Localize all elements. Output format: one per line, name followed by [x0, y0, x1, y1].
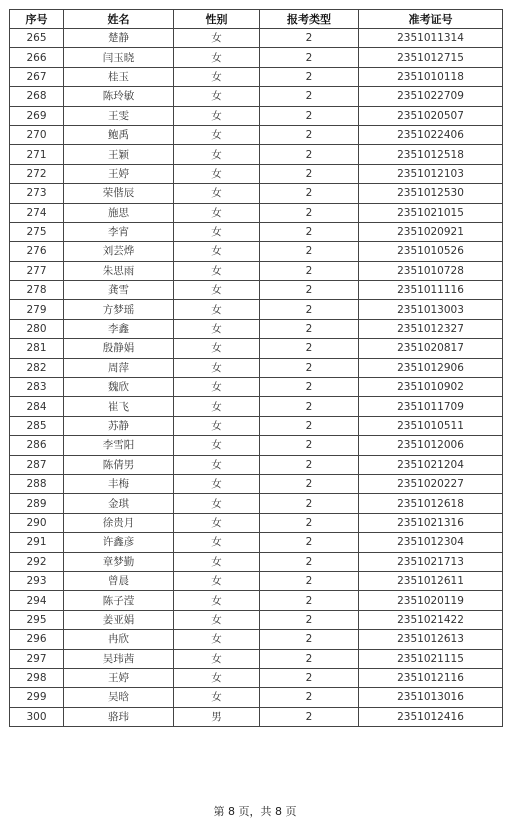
- table-row: [10, 707, 503, 726]
- cell-gender: 女: [174, 688, 260, 707]
- table-row: [10, 125, 503, 144]
- table-row: [10, 610, 503, 629]
- table-body: [10, 29, 503, 727]
- cell-exam-type: 2: [260, 67, 359, 86]
- table-row: [10, 668, 503, 687]
- table-row: [10, 533, 503, 552]
- cell-gender: 女: [174, 242, 260, 261]
- cell-serial-number: 294: [10, 591, 64, 610]
- cell-gender: 女: [174, 630, 260, 649]
- cell-name: 丰梅: [64, 474, 174, 493]
- cell-admission-ticket: 2351022709: [359, 87, 503, 106]
- cell-serial-number: 270: [10, 125, 64, 144]
- cell-gender: 女: [174, 106, 260, 125]
- cell-admission-ticket: 2351011314: [359, 29, 503, 48]
- cell-exam-type: 2: [260, 668, 359, 687]
- cell-serial-number: 281: [10, 339, 64, 358]
- cell-admission-ticket: 2351010526: [359, 242, 503, 261]
- cell-gender: 女: [174, 300, 260, 319]
- cell-serial-number: 287: [10, 455, 64, 474]
- cell-gender: 女: [174, 378, 260, 397]
- cell-exam-type: 2: [260, 203, 359, 222]
- header-exam-type: 报考类型: [260, 10, 359, 29]
- cell-serial-number: 275: [10, 222, 64, 241]
- cell-admission-ticket: 2351020119: [359, 591, 503, 610]
- table-row: [10, 649, 503, 668]
- cell-name: 陈玲敏: [64, 87, 174, 106]
- cell-admission-ticket: 2351021316: [359, 513, 503, 532]
- cell-name: 骆玮: [64, 707, 174, 726]
- table-row: [10, 358, 503, 377]
- table-header-row: [10, 10, 503, 29]
- cell-serial-number: 267: [10, 67, 64, 86]
- cell-exam-type: 2: [260, 416, 359, 435]
- cell-name: 金琪: [64, 494, 174, 513]
- cell-gender: 女: [174, 203, 260, 222]
- cell-serial-number: 269: [10, 106, 64, 125]
- cell-admission-ticket: 2351020817: [359, 339, 503, 358]
- cell-admission-ticket: 2351013016: [359, 688, 503, 707]
- cell-gender: 女: [174, 494, 260, 513]
- cell-admission-ticket: 2351012618: [359, 494, 503, 513]
- header-name: 姓名: [64, 10, 174, 29]
- cell-exam-type: 2: [260, 145, 359, 164]
- table-row: [10, 378, 503, 397]
- cell-admission-ticket: 2351021713: [359, 552, 503, 571]
- cell-admission-ticket: 2351012327: [359, 319, 503, 338]
- table-row: [10, 455, 503, 474]
- table-row: [10, 688, 503, 707]
- cell-name: 刘芸烨: [64, 242, 174, 261]
- cell-name: 桂玉: [64, 67, 174, 86]
- table-row: [10, 630, 503, 649]
- cell-gender: 女: [174, 29, 260, 48]
- cell-name: 李宵: [64, 222, 174, 241]
- cell-serial-number: 273: [10, 184, 64, 203]
- cell-gender: 女: [174, 164, 260, 183]
- table-row: [10, 474, 503, 493]
- cell-gender: 女: [174, 319, 260, 338]
- cell-name: 姜亚娟: [64, 610, 174, 629]
- cell-exam-type: 2: [260, 164, 359, 183]
- cell-serial-number: 286: [10, 436, 64, 455]
- cell-gender: 女: [174, 222, 260, 241]
- cell-admission-ticket: 2351012613: [359, 630, 503, 649]
- cell-serial-number: 271: [10, 145, 64, 164]
- cell-name: 殷静娟: [64, 339, 174, 358]
- cell-name: 苏静: [64, 416, 174, 435]
- cell-admission-ticket: 2351012715: [359, 48, 503, 67]
- cell-serial-number: 291: [10, 533, 64, 552]
- cell-gender: 男: [174, 707, 260, 726]
- cell-name: 龚雪: [64, 281, 174, 300]
- cell-exam-type: 2: [260, 455, 359, 474]
- cell-exam-type: 2: [260, 184, 359, 203]
- cell-exam-type: 2: [260, 533, 359, 552]
- cell-gender: 女: [174, 610, 260, 629]
- table-row: [10, 29, 503, 48]
- cell-exam-type: 2: [260, 378, 359, 397]
- cell-serial-number: 265: [10, 29, 64, 48]
- cell-name: 魏欣: [64, 378, 174, 397]
- cell-name: 曾晨: [64, 571, 174, 590]
- cell-admission-ticket: 2351020921: [359, 222, 503, 241]
- table-row: [10, 552, 503, 571]
- cell-serial-number: 282: [10, 358, 64, 377]
- cell-admission-ticket: 2351021015: [359, 203, 503, 222]
- cell-serial-number: 276: [10, 242, 64, 261]
- cell-admission-ticket: 2351021422: [359, 610, 503, 629]
- cell-gender: 女: [174, 513, 260, 532]
- cell-name: 李雪阳: [64, 436, 174, 455]
- table-row: [10, 184, 503, 203]
- cell-serial-number: 280: [10, 319, 64, 338]
- cell-exam-type: 2: [260, 591, 359, 610]
- cell-serial-number: 277: [10, 261, 64, 280]
- table-row: [10, 591, 503, 610]
- cell-exam-type: 2: [260, 474, 359, 493]
- cell-exam-type: 2: [260, 494, 359, 513]
- cell-name: 陈倩男: [64, 455, 174, 474]
- cell-exam-type: 2: [260, 125, 359, 144]
- cell-serial-number: 283: [10, 378, 64, 397]
- cell-name: 陈子滢: [64, 591, 174, 610]
- header-admission-ticket: 准考证号: [359, 10, 503, 29]
- table-row: [10, 319, 503, 338]
- cell-exam-type: 2: [260, 688, 359, 707]
- cell-exam-type: 2: [260, 261, 359, 280]
- cell-serial-number: 297: [10, 649, 64, 668]
- cell-gender: 女: [174, 416, 260, 435]
- cell-serial-number: 298: [10, 668, 64, 687]
- cell-serial-number: 296: [10, 630, 64, 649]
- cell-serial-number: 290: [10, 513, 64, 532]
- cell-name: 许鑫彦: [64, 533, 174, 552]
- cell-name: 王婷: [64, 164, 174, 183]
- table-row: [10, 242, 503, 261]
- cell-gender: 女: [174, 281, 260, 300]
- cell-exam-type: 2: [260, 630, 359, 649]
- cell-gender: 女: [174, 87, 260, 106]
- cell-gender: 女: [174, 591, 260, 610]
- cell-exam-type: 2: [260, 222, 359, 241]
- cell-exam-type: 2: [260, 436, 359, 455]
- cell-serial-number: 274: [10, 203, 64, 222]
- table-row: [10, 416, 503, 435]
- cell-gender: 女: [174, 67, 260, 86]
- cell-name: 王颖: [64, 145, 174, 164]
- cell-gender: 女: [174, 358, 260, 377]
- cell-admission-ticket: 2351010728: [359, 261, 503, 280]
- cell-name: 荣偕辰: [64, 184, 174, 203]
- cell-exam-type: 2: [260, 339, 359, 358]
- table-row: [10, 339, 503, 358]
- cell-exam-type: 2: [260, 87, 359, 106]
- cell-serial-number: 268: [10, 87, 64, 106]
- table-row: [10, 494, 503, 513]
- cell-admission-ticket: 2351020507: [359, 106, 503, 125]
- cell-serial-number: 292: [10, 552, 64, 571]
- cell-gender: 女: [174, 339, 260, 358]
- cell-exam-type: 2: [260, 358, 359, 377]
- cell-name: 王婷: [64, 668, 174, 687]
- cell-exam-type: 2: [260, 610, 359, 629]
- table-row: [10, 222, 503, 241]
- cell-serial-number: 284: [10, 397, 64, 416]
- cell-exam-type: 2: [260, 649, 359, 668]
- cell-exam-type: 2: [260, 707, 359, 726]
- table-row: [10, 261, 503, 280]
- cell-exam-type: 2: [260, 571, 359, 590]
- cell-name: 鲍禹: [64, 125, 174, 144]
- cell-gender: 女: [174, 668, 260, 687]
- cell-admission-ticket: 2351012103: [359, 164, 503, 183]
- cell-name: 王雯: [64, 106, 174, 125]
- cell-admission-ticket: 2351010511: [359, 416, 503, 435]
- table-row: [10, 281, 503, 300]
- table-row: [10, 164, 503, 183]
- cell-name: 章梦勤: [64, 552, 174, 571]
- cell-exam-type: 2: [260, 513, 359, 532]
- cell-admission-ticket: 2351012006: [359, 436, 503, 455]
- cell-exam-type: 2: [260, 48, 359, 67]
- cell-serial-number: 285: [10, 416, 64, 435]
- cell-gender: 女: [174, 533, 260, 552]
- cell-exam-type: 2: [260, 319, 359, 338]
- table-row: [10, 571, 503, 590]
- cell-name: 吴玮茜: [64, 649, 174, 668]
- table-row: [10, 87, 503, 106]
- cell-serial-number: 266: [10, 48, 64, 67]
- cell-admission-ticket: 2351012906: [359, 358, 503, 377]
- table-row: [10, 203, 503, 222]
- cell-exam-type: 2: [260, 242, 359, 261]
- cell-name: 朱思雨: [64, 261, 174, 280]
- cell-gender: 女: [174, 397, 260, 416]
- cell-name: 冉欣: [64, 630, 174, 649]
- cell-name: 李鑫: [64, 319, 174, 338]
- cell-gender: 女: [174, 145, 260, 164]
- cell-admission-ticket: 2351010902: [359, 378, 503, 397]
- cell-gender: 女: [174, 48, 260, 67]
- cell-serial-number: 279: [10, 300, 64, 319]
- cell-serial-number: 278: [10, 281, 64, 300]
- cell-exam-type: 2: [260, 106, 359, 125]
- cell-admission-ticket: 2351012611: [359, 571, 503, 590]
- cell-gender: 女: [174, 649, 260, 668]
- cell-serial-number: 293: [10, 571, 64, 590]
- cell-admission-ticket: 2351020227: [359, 474, 503, 493]
- cell-admission-ticket: 2351021115: [359, 649, 503, 668]
- cell-serial-number: 288: [10, 474, 64, 493]
- table-row: [10, 48, 503, 67]
- cell-name: 徐贵月: [64, 513, 174, 532]
- candidate-table: [9, 9, 503, 727]
- cell-gender: 女: [174, 436, 260, 455]
- cell-gender: 女: [174, 184, 260, 203]
- cell-name: 施思: [64, 203, 174, 222]
- header-serial-number: 序号: [10, 10, 64, 29]
- cell-admission-ticket: 2351012304: [359, 533, 503, 552]
- cell-gender: 女: [174, 552, 260, 571]
- table-row: [10, 513, 503, 532]
- cell-serial-number: 272: [10, 164, 64, 183]
- cell-gender: 女: [174, 571, 260, 590]
- candidate-table-container: [9, 9, 502, 727]
- cell-exam-type: 2: [260, 397, 359, 416]
- cell-exam-type: 2: [260, 300, 359, 319]
- table-row: [10, 145, 503, 164]
- table-row: [10, 436, 503, 455]
- cell-name: 崔飞: [64, 397, 174, 416]
- cell-admission-ticket: 2351013003: [359, 300, 503, 319]
- cell-name: 楚静: [64, 29, 174, 48]
- cell-name: 闫玉晓: [64, 48, 174, 67]
- cell-admission-ticket: 2351011709: [359, 397, 503, 416]
- cell-serial-number: 295: [10, 610, 64, 629]
- cell-name: 吴晗: [64, 688, 174, 707]
- cell-exam-type: 2: [260, 281, 359, 300]
- cell-gender: 女: [174, 261, 260, 280]
- cell-name: 周萍: [64, 358, 174, 377]
- cell-admission-ticket: 2351021204: [359, 455, 503, 474]
- table-row: [10, 397, 503, 416]
- page-footer: 第 8 页，共 8 页: [213, 805, 297, 818]
- table-row: [10, 300, 503, 319]
- cell-serial-number: 299: [10, 688, 64, 707]
- cell-serial-number: 300: [10, 707, 64, 726]
- cell-admission-ticket: 2351010118: [359, 67, 503, 86]
- cell-serial-number: 289: [10, 494, 64, 513]
- cell-admission-ticket: 2351022406: [359, 125, 503, 144]
- cell-admission-ticket: 2351012518: [359, 145, 503, 164]
- table-row: [10, 67, 503, 86]
- cell-exam-type: 2: [260, 29, 359, 48]
- cell-name: 方梦瑶: [64, 300, 174, 319]
- cell-gender: 女: [174, 474, 260, 493]
- cell-admission-ticket: 2351012530: [359, 184, 503, 203]
- cell-admission-ticket: 2351011116: [359, 281, 503, 300]
- table-row: [10, 106, 503, 125]
- cell-gender: 女: [174, 455, 260, 474]
- cell-exam-type: 2: [260, 552, 359, 571]
- cell-admission-ticket: 2351012116: [359, 668, 503, 687]
- cell-gender: 女: [174, 125, 260, 144]
- header-gender: 性别: [174, 10, 260, 29]
- cell-admission-ticket: 2351012416: [359, 707, 503, 726]
